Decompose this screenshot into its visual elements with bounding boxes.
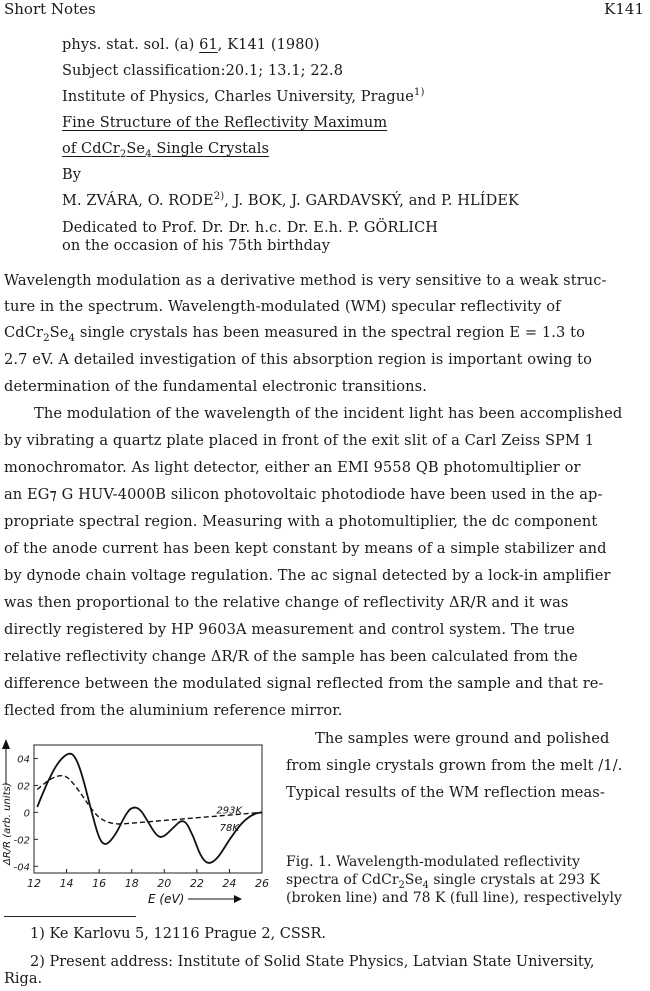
citation-volume: 61 [199, 37, 218, 53]
title-text-b: Se [126, 141, 146, 157]
para3-line-2: from single crystals grown from the melt /1/. [286, 757, 623, 774]
title-line-1: Fine Structure of the Reflectivity Maximum [62, 115, 388, 131]
series-label-78K: 78K [219, 823, 239, 835]
title-sub-1: 2 [119, 148, 127, 160]
figure-1-chart [0, 735, 282, 907]
y-axis-arrow-head [2, 739, 10, 749]
footnote-2: 2) Present address: Institute of Solid State Physics, Latvian State University, [30, 954, 595, 970]
footnote-rule [4, 916, 136, 917]
title-line-2 [62, 141, 270, 160]
footnote-2-cont: Riga. [4, 971, 43, 987]
para1-formula-b: Se [49, 324, 69, 341]
y-axis-label: ΔR/R (arb. units) [2, 782, 13, 865]
para2-line-12: flected from the aluminium reference mirror. [4, 702, 343, 719]
authors-footnote-mark: 2) [213, 191, 225, 203]
para1-formula-a: CdCr [4, 324, 44, 341]
para2-line-5: propriate spectral region. Measuring with a photomultiplier, the dc component [4, 513, 598, 530]
x-axis-label: E (eV) [148, 892, 185, 906]
footnote-1: 1) Ke Karlovu 5, 12116 Prague 2, CSSR. [30, 926, 327, 942]
para2-line-8: was then proportional to the relative change of reflectivity ΔR/R and it was [4, 594, 569, 611]
authors-a: M. ZVÁRA, O. RODE [62, 193, 214, 209]
x-tick-label: 12 [27, 877, 41, 890]
title-sub-2: 4 [145, 148, 152, 160]
figure-caption-line-2 [286, 872, 600, 891]
y-tick-label: 04 [17, 754, 30, 766]
para1-sub-2: 4 [68, 332, 76, 344]
figure-caption-line-3: (broken line) and 78 K (full line), respectivelyly [286, 890, 622, 906]
y-tick-label: -04 [13, 862, 30, 874]
authors-line [62, 193, 519, 209]
subject-classification: Subject classification:20.1; 13.1; 22.8 [62, 63, 344, 79]
x-axis-arrow-head [234, 895, 242, 903]
caption-text-b: Se [404, 872, 423, 888]
para2-line-11: difference between the modulated signal reflected from the sample and that re- [4, 675, 604, 692]
x-tick-label: 20 [157, 877, 172, 890]
citation-line [62, 37, 320, 53]
caption-sub-1: 2 [398, 879, 405, 891]
institute-text: Institute of Physics, Charles University, Prague [62, 89, 414, 105]
para1-line-3 [4, 324, 586, 344]
caption-text-c: single crystals at 293 K [428, 872, 600, 888]
para1-line-1: Wavelength modulation as a derivative method is very sensitive to a weak struc- [4, 272, 607, 289]
x-tick-label: 16 [92, 877, 107, 890]
y-tick-label: -02 [13, 835, 30, 847]
para2-line-3: monochromator. As light detector, either an EMI 9558 QB photomultiplier or [4, 459, 581, 476]
by-label: By [62, 167, 82, 183]
y-tick-label: 02 [17, 781, 30, 793]
caption-sub-2: 4 [422, 879, 429, 891]
dedication-line-1: Dedicated to Prof. Dr. Dr. h.c. Dr. E.h. P. GÖRLICH [62, 220, 439, 236]
figure-caption-line-1: Fig. 1. Wavelength-modulated reflectivity [286, 854, 580, 870]
running-header-left: Short Notes [4, 0, 96, 18]
authors-b: , J. BOK, J. GARDAVSKÝ, and P. HLÍDEK [224, 193, 519, 209]
page-number: K141 [604, 0, 644, 18]
x-tick-label: 18 [124, 877, 139, 890]
institute-footnote-mark: 1) [413, 87, 425, 99]
x-tick-label: 24 [222, 877, 237, 890]
para2-line-9: directly registered by HP 9603A measurement and control system. The true [4, 621, 575, 638]
para2-line-1: The modulation of the wavelength of the incident light has been accomplished [34, 405, 623, 422]
title-text-a: of CdCr [62, 141, 120, 157]
x-tick-label: 26 [255, 877, 269, 890]
series-label-293K: 293K [216, 805, 243, 817]
y-tick-label: 0 [23, 808, 30, 820]
para1-formula-c: single crystals has been measured in the spectral region E = 1.3 to [75, 324, 586, 341]
para3-line-3: Typical results of the WM reflection meas- [286, 784, 605, 801]
para1-line-5: determination of the fundamental electronic transitions. [4, 378, 427, 395]
para2-line-6: of the anode current has been kept constant by means of a simple stabilizer and [4, 540, 607, 557]
para1-sub-1: 2 [43, 332, 50, 344]
para1-line-4: 2.7 eV. A detailed investigation of this absorption region is important owing to [4, 351, 592, 368]
citation-rest: , K141 (1980) [217, 37, 320, 53]
para2-line-4: an EG⁊ G HUV-4000B silicon photovoltaic photodiode have been used in the ap- [4, 486, 603, 503]
x-tick-label: 14 [59, 877, 74, 890]
title-text-c: Single Crystals [151, 141, 270, 157]
para2-line-2: by vibrating a quartz plate placed in front of the exit slit of a Carl Zeiss SPM 1 [4, 432, 595, 449]
para2-line-7: by dynode chain voltage regulation. The ac signal detected by a lock-in amplifier [4, 567, 611, 584]
para2-line-10: relative reflectivity change ΔR/R of the sample has been calculated from the [4, 648, 578, 665]
citation-journal: phys. stat. sol. (a) [62, 37, 200, 53]
institute-line [62, 89, 425, 105]
para1-line-2: ture in the spectrum. Wavelength-modulated (WM) specular reflectivity of [4, 298, 561, 315]
caption-text-a: spectra of CdCr [286, 872, 399, 888]
dedication-line-2: on the occasion of his 75th birthday [62, 238, 331, 254]
series-293K-line [37, 776, 262, 824]
para3-line-1: The samples were ground and polished [315, 730, 610, 747]
x-tick-label: 22 [189, 877, 204, 890]
